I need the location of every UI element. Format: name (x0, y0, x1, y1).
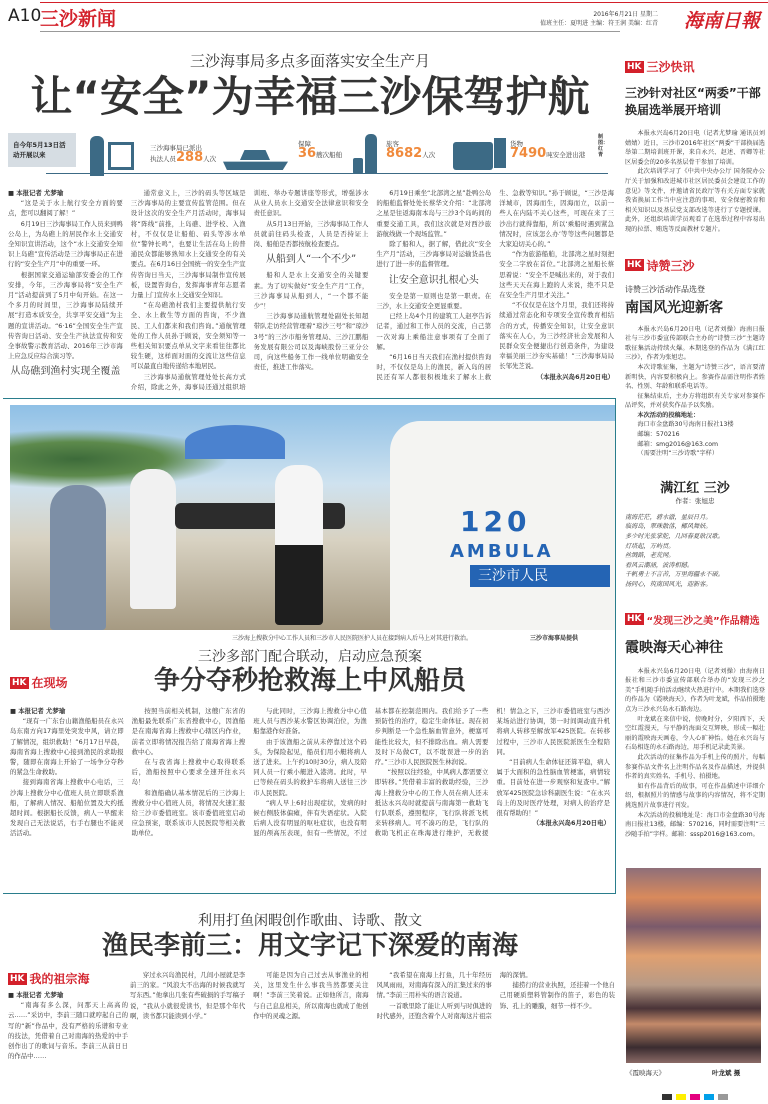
paragraph: 通常意义上，三沙的码头等区域是三沙海事局的主要宣传监管范围。但在设计这次的安全生产月活动时，海事局将“阵线”前推，上岛礁、进学校、入渔村，不仅仅是让船舶、码头等涉水单位“警钟长鸣”，也要让生活在岛上的普通民众都能够熟知水上交通安全的有关要点。在6月16日全国统一的安全生产宣传咨询日当天，三沙海事局制作宣传展板，设置咨询台，发挥海事青年志愿者力量上门宣传水上交通安全知识。 (130, 189, 246, 300)
paragraph: 如有作品背后的故事，可在作品描述中详细介绍，根据照片的情感与故事的内容情况，将不定期挑选照片故事进行刊发。 (625, 782, 765, 809)
paragraph: 本次活动的投稿地址是：海口市金盘路30号海南日报社13楼，邮编：570216，同时需要注明“三沙随手拍”字样。邮箱：sssp2016@163.com。 (625, 811, 765, 838)
person (275, 465, 323, 625)
poem-line: 灯塔起，万屿贯。 (625, 542, 675, 550)
page-number: A10 (8, 6, 42, 26)
contact-line: 本次活动的投稿地址： (637, 411, 700, 419)
sunset-photo-credit: 叶龙斌 摄 (712, 1069, 741, 1077)
subheading: 从岛礁到渔村实现全覆盖 (10, 366, 121, 378)
paragraph: “目前病人生命体征还算平稳，病人属于大面积的急性脑血管梗塞，病情较重。目前处在进一步观察和复查中。”解放军425医院急诊科副医生说：“在永兴岛上的及时医疗处理，对病人的治疗是很有帮助的！” (496, 758, 610, 818)
ambulance (390, 421, 615, 630)
stat-prefix: 执法人员 (150, 155, 176, 163)
poem-line: 南海茫茫，碧水澈，星辰日月。 (625, 513, 712, 521)
contact-line: 邮编：570216 (637, 431, 680, 439)
contact-line: （需要注明“三沙诗歌”字样） (637, 450, 719, 458)
byline: ■ 本报记者 尤梦瑜 (10, 706, 124, 716)
paragraph: “现有一广东台山籍渔船船员在永兴岛东南方向17海里处突发中风，请立即了解情况，组织救助！”6月17日早晨，海南省海上搜救中心接到渔民的求助报警，随即在南海上开始了一场争分夺秒的紧急生命救助。 (10, 717, 124, 777)
paragraph: 和渔船确认基本情况后的三沙海上搜救分中心值班人员，将情况火速汇报给三沙市委值班室。该市委值班室启动应急预案，联系该市人民医院等相关救助单位。 (131, 788, 246, 838)
color-swatch (690, 1094, 700, 1100)
person (130, 469, 176, 609)
section-title: 三沙新闻 (40, 8, 117, 30)
stat-ships (298, 140, 342, 160)
poetry-title: 南国风光迎新客 (625, 299, 723, 316)
dateline: （本报永兴岛6月20日电） (532, 819, 610, 828)
infographic-baseline (46, 173, 608, 174)
paragraph: “不仅仅是在这个月里，我们还将持续通过常态化和专项安全宣传教育相结合的方式，传播安全知识，让安全意识落实在人心，为三沙经济社会发展和人民群众安全便捷出行创造条件，为建设幸福美丽三沙夯实基础！”三沙海事局局长邹先芝说。 (499, 301, 614, 371)
poem (625, 513, 765, 590)
byline: ■ 本报记者 尤梦瑜 (8, 990, 128, 1000)
rescue-photo (10, 405, 615, 630)
poem-line: 看风云潮涌，波涛相撼。 (625, 561, 694, 569)
paragraph: “在岛礁渔村我们主要提供航行安全、水上救生等方面的咨询，不少渔民、工人们都来和我们咨询。”通航管理处的工作人员孙于顾说，安全须知等一些相关知识要点单从文字来看往往都比较生硬，这样面对面的交流让这些信息可以最直白地传递给本地居民。 (130, 301, 246, 371)
paragraph: 接到海南省海上搜救中心电话，三沙海上搜救分中心值班人员立即联系渔船，了解病人情况、船舶位置及大约抵超时间。根据船长反馈，病人一早醒来发现自己无法说话，右手右腿也不能灵活活动。 (10, 778, 124, 838)
stat-unit: 人次 (203, 155, 217, 163)
paragraph: 从5月13日开始，三沙海事局工作人员就前往码头检查，人员是否持证上岗、船舶是否都按航检查要点。 (253, 219, 369, 249)
hk-icon: HK (627, 614, 642, 625)
paragraph: 本报永兴岛6月20日电（记者刘操）由海南日报社和三沙市委宣传部联合举办的“发现三沙之美”手机随手拍活动继续火热进行中。本期我们选登的作品为《霞映海天》，作者为叶龙斌，作品拍摄地点为三沙永兴岛永石路海边。 (625, 667, 765, 713)
contact-line: 海口市金盘路30号海南日报社13楼 (637, 421, 734, 429)
section-label: “发现三沙之美”作品精选 (646, 615, 760, 627)
stat-value: 7490 (510, 146, 547, 161)
paragraph: 由于该渔船之前从未停靠过这个码头，为保险起见，船员们用小艇将病人送了进来。上午约10时30分，病人及陪同人员一行乘小艇进入港湾。此时，早已等候在码头的救护车将病人送往三沙市人民医院。 (253, 737, 367, 797)
article3-body (130, 970, 615, 1095)
poem-title: 满江红 三沙 (660, 480, 730, 496)
right-column (625, 58, 765, 905)
stat-prefix: 保障 (298, 140, 311, 148)
color-registration-bar (660, 1085, 730, 1104)
paragraph: 此次培训学习了《中共中央办公厅 国务院办公厅关于加强和改进城市社区居民委员会建设工作的意见》等文件，并邀请省民政厅等有关方面专家就我省换届工作当中应注意的事项、安全保密教育和相关知识以及基层党支部改选等进行了专题授课。此外，还组织培训学员观看了在选举过程中容易出现的拉票、贿选等反面教材专题片。 (625, 168, 765, 233)
article2-subtitle: 三沙多部门配合联动，启动应急预案 (198, 649, 422, 665)
article1-body (8, 188, 614, 394)
photo-feature-title: 霞映海天心神往 (625, 639, 723, 656)
dateline: （本报永兴岛6月20日电） (536, 372, 614, 381)
infographic-badge: 自今年5月13日活动开展以来 (8, 133, 76, 167)
contact-line: 邮箱：smg2016@163.com (637, 440, 719, 448)
hk-icon: HK (10, 973, 25, 984)
hk-icon: HK (627, 260, 642, 271)
article2-title: 争分夺秒抢救海上中风船员 (153, 666, 466, 696)
hk-icon: HK (12, 677, 27, 688)
sunset-photo-caption: 《霞映海天》 (626, 1069, 665, 1077)
stat-unit: 艘次船舶 (316, 151, 343, 159)
paragraph: 与此同时，三沙海上搜救分中心值班人员与西沙某水警区协调泊位，为渔船靠港作好准备。 (253, 707, 367, 736)
umbrella (185, 425, 285, 459)
paragraph: 已经上岛4个月的建筑工人赵亭告诉记者，通过和工作人员的交流，自己第一次对海上乘船注意事项有了全面了解。 (376, 312, 492, 351)
luggage-icon (353, 158, 363, 174)
booth-icon (108, 142, 134, 170)
newspaper-logo: 海南日報 (683, 10, 760, 32)
stat-officers (150, 144, 216, 164)
news-title: 三沙针对社区“两委”干部换届选举展开培训 (625, 86, 761, 117)
color-swatch (676, 1094, 686, 1100)
subheading: 让安全意识扎根心头 (388, 274, 479, 286)
paragraph: 除了船和人，据了解，借此次“安全生产月”活动，三沙海事局对运输货品也进行了进一步的监督管理。 (376, 240, 492, 269)
poem-line: 丝绸路，老荒网。 (625, 552, 675, 560)
paragraph: “南海有多么深，问那天上高高的云……”采访中，李前三随口就哼起自己的写的“新”作品中，没有严格的乐谱和专业的技法，凭借着自己对南海的热爱的中手创作出了的歌词与音乐。李前三从前日日的作品中…… (8, 1001, 128, 1061)
paragraph: 穿过永兴岛渔民村，几间小屋就是李前三的家。“风浪大不出海的时候我就写写东西。”他拿出几张有些破损的手写稿子说，“我从小就很爱读书，但是那个年代啊，读书都只能读到小学。” (130, 971, 246, 1020)
paragraph: 一首歌里除了能让人听到与时俱进的时代感外，还饱含着个人对南海这片祖宗海的深情。 (376, 971, 532, 1020)
poem-line: 扬同心，筑南国风光，迎新客。 (625, 581, 712, 588)
officer-icon (90, 136, 104, 176)
photo-caption: 三沙海上搜救分中心工作人员和三沙市人民医院医护人员在接到病人后马上对其进行救治。 (232, 635, 473, 642)
article2-body (10, 706, 610, 890)
poem-line: 多少时光张掌舵，几回春夏耿汉歌。 (625, 533, 724, 541)
byline: ■ 本报记者 尤梦瑜 (8, 188, 123, 198)
section-poetry (625, 257, 765, 274)
stat-value: 36 (298, 146, 317, 161)
stat-passengers (386, 140, 435, 160)
photo-credit: 三沙市海事局提供 (530, 635, 579, 642)
stat-unit: 吨安全进出港 (546, 151, 586, 159)
paragraph: 根据国家交通运输部安委会的工作安排，今年，三沙海事局将“安全生产月”活动提前到了5月中旬开始。在这一个多月的时间里，三沙海事局陆续开展“打造本质安全，共享平安交通”为主题的宣讲活动。“6·16”全国安全生产宣传咨询日活动、安全生产执法宣传和安全事故警示教育活动、2016年三沙市海上应急反应综合演习等。 (8, 270, 123, 361)
paragraph: 本报永兴岛6月20日电（记者刘操）海南日报社与三沙市委宣传部联合主办的“诗赞三沙”主题诗歌征集活动持续火爆。本期选登的作品为《满江红 三沙》，作者为张旭忠。 (625, 325, 765, 362)
poetry-subtitle: 诗赞三沙活动作品选登 (625, 284, 705, 294)
paragraph: 6月19日乘坐“北部湾之星”赴鸭公岛的船舶监督处处长蔡华文介绍：“北部湾之星是往返海南本岛与三沙3个岛屿间的重要交通工具，我们这次就是对西沙旅游航线做一个现场监管。” (376, 189, 492, 238)
paragraph: 征集结束后，主办方将组织有关专家对参赛作品评奖，并对获奖作品予以奖励。 (625, 392, 765, 410)
stat-prefix: 货物 (510, 140, 523, 148)
paragraph: “病人早上6时出现症状，发病的时候右侧肢体偏瘫，伴有失语症状。入院后病人没有明显的呕吐症状，也没有明显的颅高压表现，但有一些情况，不过基本都在控制范围内。我们给予了一些预防性的治疗，稳定生命体征。现在初步判断是一个急性脑血管意外，梗塞可能性比较大，但不排除出血。病人需要及时下岛做CT，以不耽误进一步的治疗。”三沙市人民医院医生林润说。 (253, 707, 489, 838)
article3-subtitle: 利用打鱼闲暇创作歌曲、诗歌、散文 (198, 913, 422, 929)
person (50, 485, 106, 630)
editors: 值班主任：夏明进 主编：符王润 美编：红青 (540, 20, 658, 27)
poem-author: 作者：张旭忠 (675, 496, 715, 505)
color-swatch (704, 1094, 714, 1100)
article3-intro (8, 990, 128, 1095)
paragraph: 6月19日三沙海事局工作人员来到鸭公岛上，为岛礁上的居民作水上交通安全知识宣讲活动，这个“水上交通安全知识上岛礁”宣传活动是三沙海事局正在进行的“安全生产月”中的重要一环。 (8, 219, 123, 269)
section-sansha-news (625, 58, 765, 75)
infographic-credit: 制图：红青 (598, 134, 609, 158)
forklift-icon (453, 142, 493, 170)
section-label: 诗赞三沙 (646, 258, 695, 273)
paragraph: “按照以往经验，中风病人都需要立即转移。”凭借着丰富的救助经验，三沙海上搜救分中心的工作人员在病人还未抵达永兴岛时就提前与南海第一救助飞行队联系，遵照程序，飞行队将派飞机来转移病人。可不凑巧的是，飞行队的救助飞机正在珠海进行维护，无救援机！情急之下，三沙市委值班室与西沙某场站进行协调，第一时间调动直升机将病人转移至解放军425医院。在转移过程中，三沙市人民医院派医生全程陪同。 (374, 707, 610, 838)
paragraph: 捕捞行的营业执照，还挂着一个他自己用硬质塑料管制作的笛子，彩色的装饰、孔上的雕膜，细节一样不少。 (499, 981, 615, 1010)
section-label: 在现场 (31, 676, 68, 690)
section-ancestral-sea (8, 970, 90, 987)
paragraph: 此次活动的征集作品为手机上传的照片，每幅参赛作品文件名上注明作品名及作品描述，并提供作者的真实姓名、手机号、拍摄地。 (625, 753, 765, 781)
paragraph: 叶龙斌在来信中说，傍晚时分，夕阳西下，天空红霞漫天，与平静的海面交互辉映，形成一幅壮丽的霞映海天画卷，令人心旷神怡。她在永兴岛与石岛相连的永石路海边，用手机记录此美景。 (625, 715, 765, 752)
section-label: 我的祖宗海 (29, 972, 90, 986)
stat-cargo (510, 140, 585, 160)
ship-cabin-icon (240, 150, 270, 160)
hk-icon: HK (627, 61, 642, 72)
stat-value: 288 (176, 150, 204, 165)
issue-date: 2016年6月21日 星期二 (593, 11, 658, 18)
paragraph: 在与我省海上搜救中心取得联系后，渔船按照中心要求全速开往永兴岛！ (131, 758, 246, 787)
paragraph: 本报永兴岛6月20日电（记者尤梦瑜 通讯员刘婧婧）近日，三沙市2016年社区“两委”干部换届选举第二期培训班开课，来自永兴、赵述、晋卿等社区居委会的20多名基层骨干参加了培训。 (625, 130, 765, 166)
color-swatch (662, 1094, 672, 1100)
article1-title: 让“安全”为幸福三沙保驾护航 (30, 72, 590, 121)
section-label: 三沙快讯 (646, 60, 695, 74)
cargo-icon (494, 138, 506, 168)
paragraph: 按照当前相关机制，这艘广东省的渔船最先联系广东省搜救中心，因渔船是在南海省海上搜救中心辖区内作业，前者立即将情况报告给了南海省海上搜救中心。 (131, 707, 246, 756)
paragraph: 本次诗歌征集，主题为“诗赞三沙”，语言要清新明快，内容要积极向上。参赛作品需注明作者姓名、性别、年龄和联系电话等。 (625, 363, 765, 391)
header-rule (40, 31, 620, 32)
section-discover-beauty (625, 612, 765, 627)
stat-value: 8682 (386, 146, 423, 161)
paragraph: “6月16日当天我们在渔村提供咨询时，不仅仅是岛上的渔民，新入岛的居民还有军人都很积极地来了解水上救生、急救等知识。”孙于顾说，“三沙是海洋城市，因海而生，因海而立，以前一些人在内陆不关心这些，可现在来了三沙出行就得靠船，所以‘乘船时遇到紧急情况时，应该怎么办’等等这些问题都是大家迫切关心的。” (376, 189, 614, 382)
paragraph: “我希望在南海上打鱼，几十年经历风风雨雨，对南海有深入的汇集过来的事情。”李前三用朴实的语言说道。 (376, 971, 492, 1000)
subheading: 从船到人“一个不少” (265, 254, 357, 266)
stat-unit: 人次 (422, 151, 436, 159)
article3-title: 渔民李前三：用文字记下深爱的南海 (101, 931, 518, 961)
sunset-photo (626, 868, 761, 1063)
passenger-icon (365, 134, 377, 174)
paragraph: 安全是第一原则也是第一职责。在三沙，水上交通安全更显重要。 (376, 291, 492, 311)
top-rule (40, 2, 768, 3)
header-meta (540, 10, 658, 28)
paragraph: “这是关于水上航行安全方面的要点，您可以翻阅了解！” (8, 199, 123, 218)
paragraph: 可能是因为自己过去从事渔业的相关，这里发生什么事我当然都要关注啊！”李前三笑着说。正如他所言，南海与自己息息相关，所以南海也就成了他创作中的灵魂之源。 (253, 971, 369, 1020)
paragraph: 三沙海事局通航管理处处长高方式介绍，除此之外，海事局还通过组织培训班、举办专题讲座等形式，增强涉水从业人员水上交通安全法律意识和安全责任意识。 (130, 189, 369, 391)
paragraph: 船和人是水上交通安全的关键要素。为了切实做好“安全生产月”工作，三沙海事局从船到人，“一个都不能少”！ (253, 271, 369, 311)
color-swatch (718, 1094, 728, 1100)
poem-line: 临海岛，翠珠散落，椰风舞妖。 (625, 523, 712, 531)
stat-prefix: 旅客 (386, 140, 399, 148)
stat-label: 三沙海事局已派出 (150, 144, 202, 152)
infographic (8, 128, 608, 180)
article1-subtitle: 三沙海事局多点多面落实安全生产月 (189, 52, 430, 70)
ambulance-label: AMBULA (450, 541, 554, 562)
poem-line: 千帆勇士不言苦，万里海疆永不破。 (625, 571, 724, 579)
paragraph: “作为旅游船舶，北部湾之星时刻把安全二字放在首位。”北部湾之星船长蔡思着说：“安全不是喊出来的，对于我们这些天天在海上跑的人来说，绝不只是在安全生产月里才关注。” (499, 250, 614, 300)
ambulance-hospital: 三沙市人民 (470, 565, 610, 587)
ambulance-number: 120 (460, 505, 531, 538)
paragraph: 三沙海事局通航管理处副处长知超带队走访经营管理着“琼沙三号”和“琼沙3号”的三沙市船务管理局、三沙江鹏船务发展有限公司以及海峡股份三亚分公司，向这些船务工作一线单位明确安全责任，推进工作落实。 (253, 312, 369, 372)
